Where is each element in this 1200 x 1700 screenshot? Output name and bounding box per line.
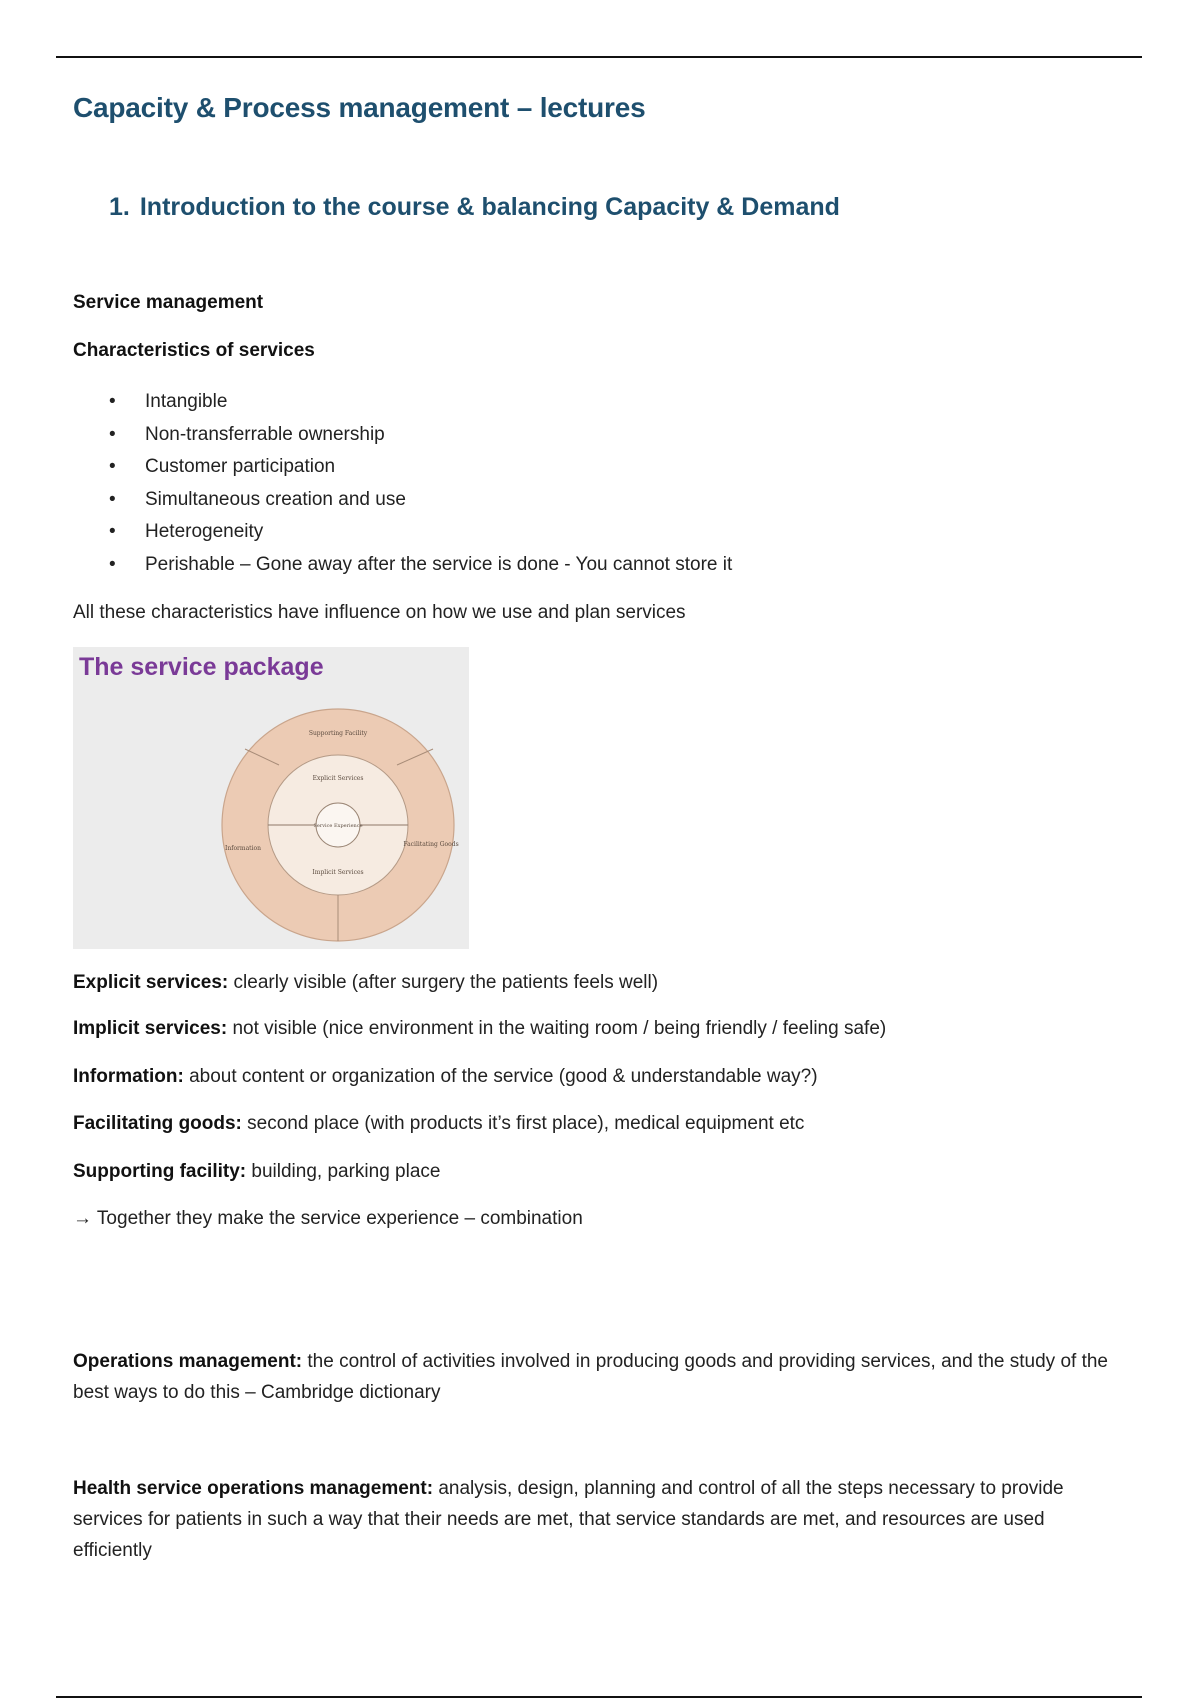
subhead-characteristics: Characteristics of services bbox=[73, 340, 315, 361]
label-outer-top: Supporting Facility bbox=[308, 730, 368, 737]
characteristics-list bbox=[73, 386, 732, 582]
list-item: • Non-transferrable ownership bbox=[109, 423, 385, 445]
bottom-rule bbox=[56, 1696, 1142, 1698]
label-outer-left: Information bbox=[224, 845, 262, 852]
definition-implicit: Implicit services: not visible (nice environment in the waiting room / being friendly / feeling safe) bbox=[73, 1018, 887, 1039]
definition-explicit: Explicit services: clearly visible (after surgery the patients feels well) bbox=[73, 972, 659, 993]
service-package-diagram bbox=[73, 647, 469, 949]
definition-supporting-facility: Supporting facility: building, parking place bbox=[73, 1161, 441, 1182]
top-rule bbox=[56, 56, 1142, 58]
figure-title: The service package bbox=[79, 653, 324, 681]
influence-text: All these characteristics have influence on how we use and plan services bbox=[73, 602, 686, 623]
label-center: Service Experience bbox=[313, 823, 363, 829]
definition-information: Information: about content or organization of the service (good & understandable way?) bbox=[73, 1066, 818, 1087]
section-number: 1. bbox=[109, 193, 130, 221]
together-text: → Together they make the service experience – combination bbox=[73, 1208, 583, 1229]
list-item: • Simultaneous creation and use bbox=[109, 488, 406, 510]
health-ops-paragraph: Health service operations management: analysis, design, planning and control of all the steps necessary to provide services for patients in such a way that their needs are met, that service standards are met, and resources are used efficiently bbox=[73, 1478, 1064, 1561]
label-inner-top: Explicit Services bbox=[312, 775, 364, 782]
label-inner-bottom: Implicit Services bbox=[312, 869, 364, 876]
label-outer-right: Facilitating Goods bbox=[403, 841, 459, 848]
operations-management-paragraph: Operations management: the control of activities involved in producing goods and providing services, and the study of the best ways to do this – Cambridge dictionary bbox=[73, 1351, 1108, 1403]
definition-facilitating-goods: Facilitating goods: second place (with products it’s first place), medical equipment etc bbox=[73, 1113, 805, 1134]
list-item: • Customer participation bbox=[109, 456, 336, 478]
section-heading bbox=[109, 193, 840, 222]
list-item: • Perishable – Gone away after the service is done - You cannot store it bbox=[109, 553, 733, 575]
list-item: • Heterogeneity bbox=[109, 521, 264, 543]
service-package-figure bbox=[73, 647, 469, 949]
subhead-service-management: Service management bbox=[73, 292, 264, 313]
list-item: • Intangible bbox=[109, 391, 228, 412]
page-title: Capacity & Process management – lectures bbox=[73, 92, 646, 123]
section-title: Introduction to the course & balancing Capacity & Demand bbox=[139, 193, 840, 221]
